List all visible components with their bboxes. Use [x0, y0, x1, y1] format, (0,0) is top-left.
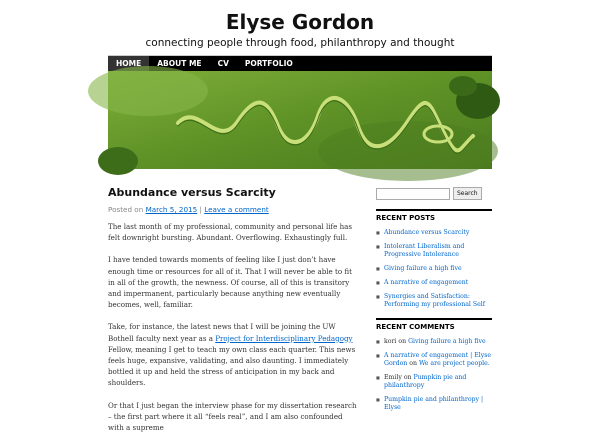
nav-cv[interactable]: CV: [217, 58, 229, 68]
search-form: [376, 187, 492, 200]
recent-post-link[interactable]: Giving failure a high five: [384, 265, 462, 272]
post-paragraph: I have tended towards moments of feeling like I just don’t have enough time or resources for all of it. That I will never be able to fit in all of the growth, the newness. Of course, all of this is transitory and impermanent, particularly because anything new eventually becomes, well, familiar.: [108, 255, 352, 310]
comment-author: Emily: [384, 374, 402, 381]
post-date-link[interactable]: March 5, 2015: [145, 205, 198, 214]
site-description: connecting people through food, philanthropy and thought: [145, 37, 455, 49]
header-banner-image: [108, 71, 492, 169]
post-paragraph: [108, 321, 358, 388]
comment-on: on: [403, 374, 412, 381]
list-item: [376, 338, 492, 346]
comment-post-link[interactable]: We are project people.: [418, 360, 490, 367]
posted-on-label: Posted on: [108, 205, 144, 214]
list-item: [376, 265, 492, 273]
sidebar: [376, 187, 492, 418]
comment-post-link[interactable]: Giving failure a high five: [408, 338, 486, 345]
nav-home[interactable]: HOME: [108, 56, 149, 72]
paragraph-text: Take, for instance, the latest news that I will be joining the UW Bothell faculty next year as a: [108, 322, 336, 343]
pedagogy-project-link[interactable]: Project for Interdisciplinary Pedagogy: [215, 333, 353, 343]
list-item: [376, 243, 492, 259]
recent-post-link[interactable]: A narrative of engagement: [384, 279, 469, 286]
leave-comment-link[interactable]: Leave a comment: [204, 205, 269, 214]
comment-post-link[interactable]: Pumpkin pie and philanthropy: [384, 374, 467, 389]
comment-author-link[interactable]: A narrative of engagement | Elyse Gordon: [384, 352, 492, 367]
recent-post-link[interactable]: Intolerant Liberalism and Progressive Intolerance: [384, 243, 465, 258]
list-item: [376, 374, 492, 390]
comment-author: kori: [384, 338, 397, 345]
list-item: [376, 279, 492, 287]
nav-about-me[interactable]: ABOUT ME: [157, 58, 202, 68]
list-item: [376, 352, 492, 368]
comment-author-link[interactable]: Pumpkin pie and philanthropy | Elyse: [384, 396, 484, 411]
search-input[interactable]: [376, 188, 450, 200]
post-meta: [108, 205, 358, 214]
post-title[interactable]: Abundance versus Scarcity: [108, 186, 276, 199]
post-paragraph: The last month of my professional, community and personal life has felt downright bursting. Abundant. Overflowing. Exhaustingly full.: [108, 222, 353, 243]
post-article: [108, 186, 358, 433]
recent-comments-list: [376, 338, 492, 412]
nav-portfolio[interactable]: PORTFOLIO: [244, 58, 293, 68]
paragraph-text: Fellow, meaning I get to teach my own class each quarter. This news feels huge, expansive, validating, and also daunting. I immediately bottled it up and held the stress of anticipation in my back and shoulders.: [108, 344, 356, 388]
list-item: [376, 229, 492, 237]
list-item: [376, 396, 492, 412]
list-item: [376, 293, 492, 309]
recent-post-link[interactable]: Abundance versus Scarcity: [384, 229, 470, 236]
recent-comments-title: RECENT COMMENTS: [376, 318, 492, 331]
recent-post-link[interactable]: Synergies and Satisfaction: Performing my professional Self: [384, 293, 486, 308]
recent-posts-title: RECENT POSTS: [376, 209, 492, 222]
search-button[interactable]: Search: [453, 187, 482, 200]
post-content: [108, 221, 358, 433]
post-paragraph: Or that I just began the interview phase for my dissertation research – the first part where it all “feels real”, and I am also confounded with a supreme: [108, 400, 357, 433]
meta-separator: |: [199, 205, 202, 214]
recent-posts-list: [376, 229, 492, 309]
comment-on: on: [398, 338, 407, 345]
site-title[interactable]: Elyse Gordon: [225, 10, 375, 34]
comment-on: on: [409, 360, 417, 367]
